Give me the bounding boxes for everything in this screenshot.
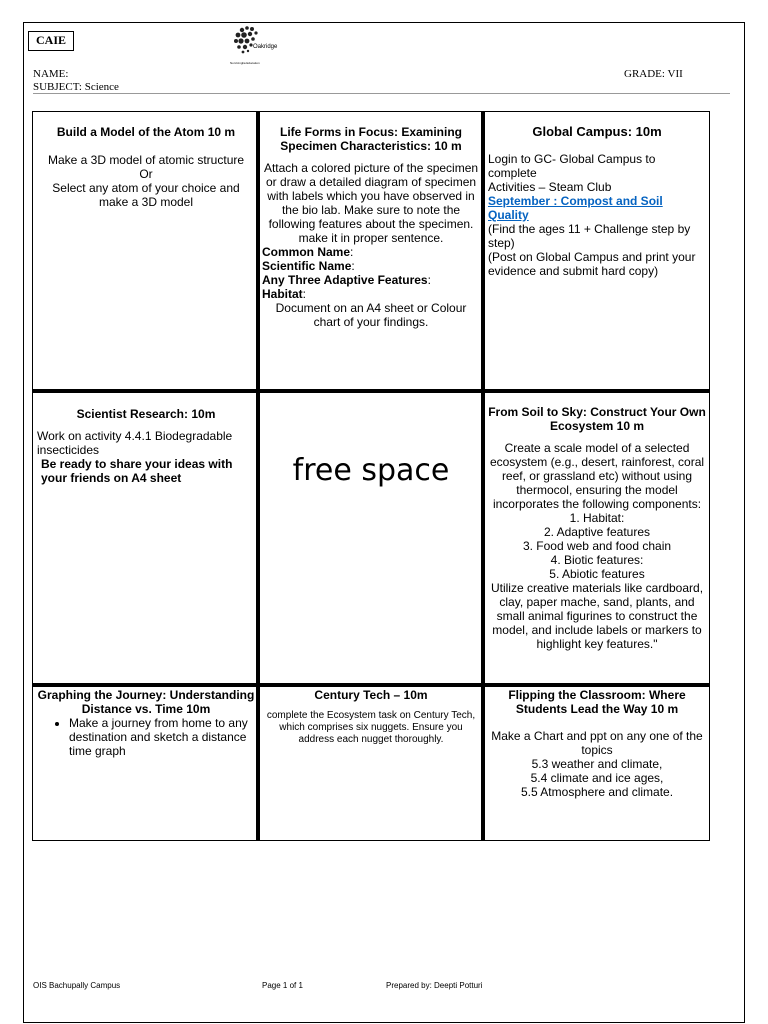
list-item: 3. Food web and food chain	[522, 539, 672, 553]
cell-ecosystem	[488, 405, 706, 651]
grid-divider-h2	[33, 683, 709, 687]
cell-free-space	[262, 453, 480, 488]
cell-text: Create a scale model of a selected ecosystem (e.g., desert, rainforest, coral reef, or grassland etc) without using thermocol, ensuring the model incorporates the following components:	[489, 441, 705, 511]
footer-prepared-by: Prepared by: Deepti Potturi	[386, 981, 483, 990]
cell-global-campus	[488, 125, 706, 278]
cell-title: Build a Model of the Atom 10 m	[56, 125, 236, 139]
list-item: • Make a journey from home to any destination and sketch a distance time graph	[69, 716, 255, 758]
cell-title: Flipping the Classroom: Where Students Lead the Way 10 m	[508, 688, 686, 716]
cell-text: Work on activity 4.4.1 Biodegradable insecticides	[37, 429, 233, 457]
field-label: Common Name	[262, 245, 351, 259]
list-item: 4. Biotic features:	[550, 553, 644, 567]
cell-text: Select any atom of your choice and make a 3D model	[52, 181, 240, 209]
cell-flipping-classroom	[488, 688, 706, 799]
cell-scientist-research	[37, 407, 255, 485]
cell-text: (Post on Global Campus and print your evidence and submit hard copy)	[488, 250, 696, 278]
logo-wordmark: Oakridge	[253, 44, 278, 50]
free-space-label: free space	[292, 453, 450, 488]
cell-text: Make a Chart and ppt on any one of the topics	[491, 729, 703, 757]
steam-club-link[interactable]: September : Compost and Soil Quality	[488, 194, 663, 222]
choice-board-grid	[32, 111, 710, 841]
grid-divider-v2	[481, 112, 485, 840]
cell-graphing-journey	[37, 688, 255, 758]
cell-text: (Find the ages 11 + Challenge step by step)	[488, 222, 691, 250]
cell-title: Scientist Research: 10m	[76, 407, 216, 421]
header-divider	[33, 93, 730, 94]
cell-atom-model	[37, 125, 255, 209]
cell-title: Life Forms in Focus: Examining Specimen Characteristics: 10 m	[279, 125, 463, 153]
cell-text: Login to GC- Global Campus to complete	[488, 152, 656, 180]
bullet-list	[37, 716, 255, 758]
field-colon: :	[302, 287, 307, 301]
cell-text: Or	[139, 167, 153, 181]
name-label: NAME:	[33, 68, 69, 80]
cell-text: Attach a colored picture of the specimen or draw a detailed diagram of specimen with labels which you have observed in the bio lab. Make sure to note the following features about the specimen. make it in proper sentence.	[263, 161, 479, 245]
field-label: Habitat	[262, 287, 303, 301]
cell-text: Utilize creative materials like cardboard, clay, paper mache, sand, plants, and small animal figurines to construct the model, and include labels or markers to highlight key features."	[490, 581, 704, 651]
cell-century-tech	[262, 688, 480, 746]
list-item: 5.5 Atmosphere and climate.	[520, 785, 674, 799]
cell-title: Global Campus: 10m	[532, 124, 662, 139]
grid-divider-v1	[256, 112, 260, 840]
list-item: 5.4 climate and ice ages,	[530, 771, 664, 785]
footer-campus: OIS Bachupally Campus	[33, 981, 121, 990]
field-label: Any Three Adaptive Features	[262, 273, 428, 287]
cell-specimen	[262, 125, 480, 329]
field-colon: :	[427, 273, 431, 287]
list-item: 5.3 weather and climate,	[531, 757, 663, 771]
list-item: 1. Habitat:	[569, 511, 625, 525]
cell-title: Century Tech – 10m	[314, 688, 428, 702]
cell-text: Be ready to share your ideas with your friends on A4 sheet	[41, 457, 233, 485]
field-colon: :	[351, 259, 355, 273]
cell-title: Graphing the Journey: Understanding Distance vs. Time 10m	[37, 688, 255, 716]
grid-divider-h1	[33, 389, 709, 393]
cell-text: Document on an A4 sheet or Colour chart of your findings.	[275, 301, 467, 329]
caie-label: CAIE	[28, 31, 74, 51]
grade-label: GRADE: VII	[624, 68, 683, 80]
logo-tagline: Nord Anglia Education	[230, 61, 260, 65]
subject-label: SUBJECT: Science	[33, 81, 119, 93]
cell-text: Make a 3D model of atomic structure	[47, 153, 245, 167]
list-item: 2. Adaptive features	[543, 525, 651, 539]
cell-text: Activities – Steam Club	[488, 180, 612, 194]
field-label: Scientific Name	[262, 259, 352, 273]
footer-page-number: Page 1 of 1	[262, 981, 303, 990]
list-item: 5. Abiotic features	[549, 567, 645, 581]
cell-title: From Soil to Sky: Construct Your Own Ecosystem 10 m	[488, 405, 706, 433]
cell-text: complete the Ecosystem task on Century Tech, which comprises six nuggets. Ensure you address each nugget thoroughly.	[266, 710, 476, 745]
field-colon: :	[350, 245, 354, 259]
